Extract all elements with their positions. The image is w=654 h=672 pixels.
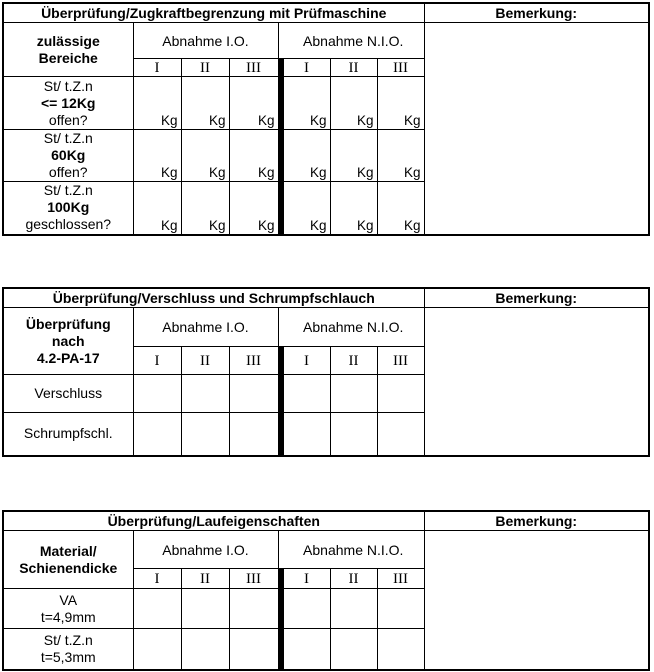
table-title: Überprüfung/Laufeigenschaften	[3, 511, 424, 531]
value-cell[interactable]	[283, 413, 330, 456]
corner-line: Bereiche	[38, 49, 98, 66]
kg-value-cell[interactable]: Kg	[283, 77, 330, 130]
kg-value-cell[interactable]: Kg	[229, 77, 278, 130]
kg-value-cell[interactable]: Kg	[181, 182, 229, 235]
col-header-ii: II	[330, 347, 377, 375]
corner-line: Schienendicke	[19, 559, 118, 576]
value-cell[interactable]	[330, 629, 377, 670]
row-label	[3, 182, 133, 235]
col-header-iii: III	[377, 59, 424, 77]
kg-value-cell[interactable]: Kg	[330, 77, 377, 130]
remark-area[interactable]	[424, 308, 649, 456]
abnahme-nio-header: Abnahme N.I.O.	[283, 308, 424, 347]
kg-value-cell[interactable]: Kg	[377, 182, 424, 235]
col-header-ii: II	[181, 347, 229, 375]
col-header-i: I	[283, 569, 330, 589]
col-header-ii: II	[181, 569, 229, 589]
row-label-line: St/ t.Z.n	[43, 631, 93, 648]
row-label-line: 60Kg	[51, 147, 86, 163]
value-cell[interactable]	[283, 629, 330, 670]
value-cell[interactable]	[133, 413, 181, 456]
row-label	[3, 629, 133, 670]
table-title: Überprüfung/Verschluss und Schrumpfschlauch	[3, 288, 424, 308]
row-label	[3, 130, 133, 182]
value-cell[interactable]	[283, 589, 330, 629]
col-header-iii: III	[229, 347, 278, 375]
remark-header: Bemerkung:	[424, 511, 649, 531]
kg-value-cell[interactable]: Kg	[181, 77, 229, 130]
kg-value-cell[interactable]: Kg	[330, 130, 377, 182]
row-label-line: t=4,9mm	[40, 608, 96, 625]
value-cell[interactable]	[330, 413, 377, 456]
value-cell[interactable]	[229, 375, 278, 413]
value-cell[interactable]	[330, 589, 377, 629]
kg-value-cell[interactable]: Kg	[133, 182, 181, 235]
row-label-line: offen?	[48, 164, 88, 180]
col-header-ii: II	[330, 59, 377, 77]
col-header-iii: III	[377, 347, 424, 375]
value-cell[interactable]	[283, 375, 330, 413]
kg-value-cell[interactable]: Kg	[377, 77, 424, 130]
row-label-line: offen?	[48, 111, 88, 128]
corner-label	[3, 23, 133, 77]
col-header-iii: III	[377, 569, 424, 589]
value-cell[interactable]	[377, 375, 424, 413]
corner-line: zulässige	[36, 32, 100, 49]
value-cell[interactable]	[229, 589, 278, 629]
kg-value-cell[interactable]: Kg	[229, 182, 278, 235]
value-cell[interactable]	[181, 375, 229, 413]
row-label-line: geschlossen?	[25, 216, 112, 233]
col-header-i: I	[133, 569, 181, 589]
row-label: Schrumpfschl.	[3, 413, 133, 456]
row-label: Verschluss	[3, 375, 133, 413]
value-cell[interactable]	[181, 413, 229, 456]
value-cell[interactable]	[229, 629, 278, 670]
kg-value-cell[interactable]: Kg	[181, 130, 229, 182]
corner-line: Überprüfung	[25, 315, 111, 332]
col-header-iii: III	[229, 59, 278, 77]
corner-line: nach	[51, 332, 85, 349]
value-cell[interactable]	[229, 413, 278, 456]
laufeigenschaften-table	[2, 510, 650, 671]
col-header-i: I	[283, 59, 330, 77]
col-header-iii: III	[229, 569, 278, 589]
value-cell[interactable]	[330, 375, 377, 413]
row-label-line: St/ t.Z.n	[43, 182, 93, 199]
col-header-i: I	[133, 347, 181, 375]
value-cell[interactable]	[133, 589, 181, 629]
table-title: Überprüfung/Zugkraftbegrenzung mit Prüfmaschine	[3, 3, 424, 23]
value-cell[interactable]	[133, 375, 181, 413]
abnahme-io-header: Abnahme I.O.	[133, 308, 278, 347]
value-cell[interactable]	[377, 629, 424, 670]
value-cell[interactable]	[377, 589, 424, 629]
abnahme-io-header: Abnahme I.O.	[133, 531, 278, 569]
corner-label	[3, 308, 133, 375]
value-cell[interactable]	[377, 413, 424, 456]
row-label	[3, 589, 133, 629]
abnahme-nio-header: Abnahme N.I.O.	[283, 23, 424, 59]
row-label-line: St/ t.Z.n	[43, 130, 93, 146]
row-label-line: <= 12Kg	[41, 94, 96, 111]
abnahme-io-header: Abnahme I.O.	[133, 23, 278, 59]
zugkraft-table	[2, 2, 650, 236]
corner-label	[3, 531, 133, 589]
abnahme-nio-header: Abnahme N.I.O.	[283, 531, 424, 569]
col-header-i: I	[283, 347, 330, 375]
value-cell[interactable]	[133, 629, 181, 670]
kg-value-cell[interactable]: Kg	[330, 182, 377, 235]
corner-line: 4.2-PA-17	[36, 349, 100, 366]
row-label-line: t=5,3mm	[40, 648, 96, 665]
row-label	[3, 77, 133, 130]
row-label-line: St/ t.Z.n	[43, 77, 93, 94]
remark-header: Bemerkung:	[424, 3, 649, 23]
verschluss-table	[2, 287, 650, 457]
remark-area[interactable]	[424, 23, 649, 235]
remark-area[interactable]	[424, 531, 649, 670]
kg-value-cell[interactable]: Kg	[133, 77, 181, 130]
kg-value-cell[interactable]: Kg	[283, 182, 330, 235]
row-label-line: VA	[59, 591, 78, 608]
col-header-i: I	[133, 59, 181, 77]
row-label-line: 100Kg	[47, 199, 90, 216]
value-cell[interactable]	[181, 629, 229, 670]
col-header-ii: II	[330, 569, 377, 589]
kg-value-cell[interactable]: Kg	[283, 130, 330, 182]
remark-header: Bemerkung:	[424, 288, 649, 308]
corner-line: Material/	[39, 542, 97, 559]
col-header-ii: II	[181, 59, 229, 77]
kg-value-cell[interactable]: Kg	[229, 130, 278, 182]
value-cell[interactable]	[181, 589, 229, 629]
kg-value-cell[interactable]: Kg	[377, 130, 424, 182]
kg-value-cell[interactable]: Kg	[133, 130, 181, 182]
